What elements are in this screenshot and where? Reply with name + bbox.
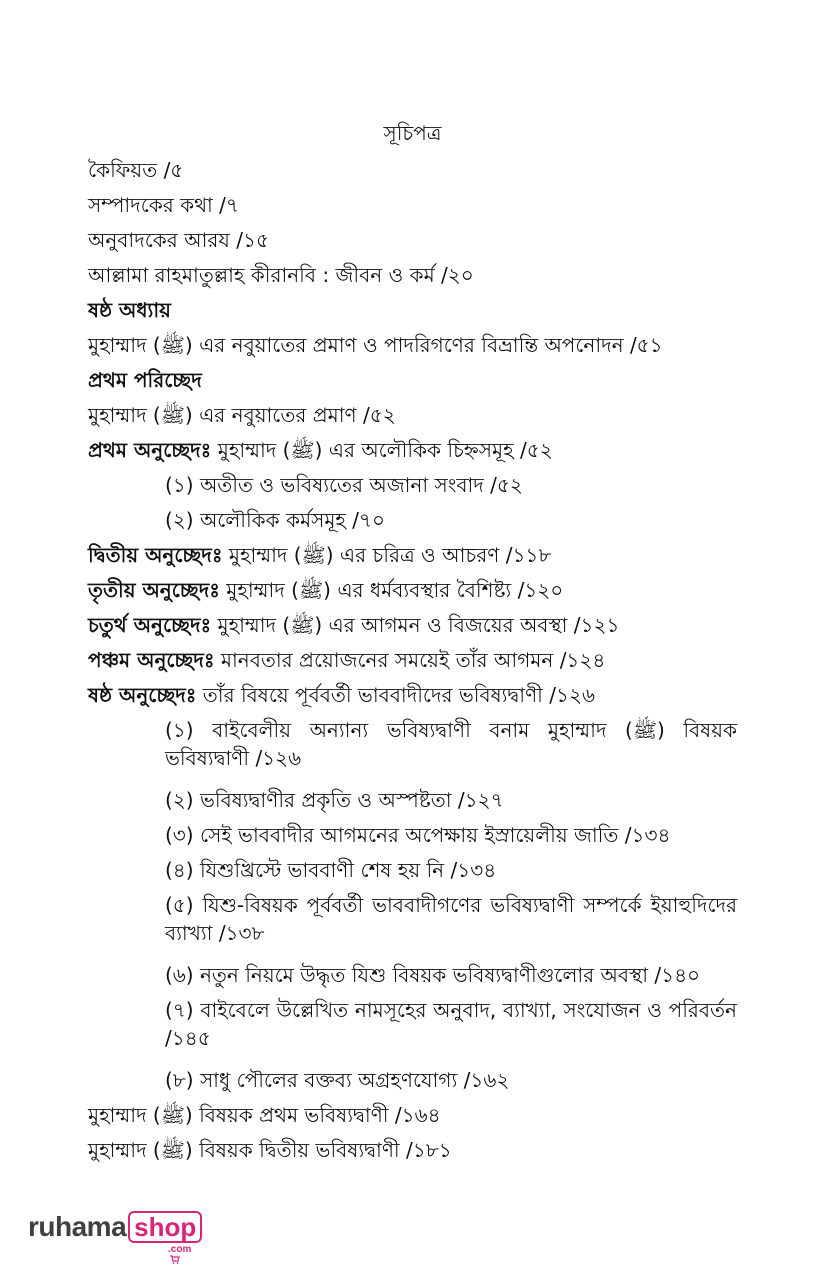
toc-entry — [88, 681, 740, 709]
toc-entry-lead: প্রথম অনুচ্ছেদঃ — [88, 438, 212, 462]
toc-entry-text: মানবতার প্রয়োজনের সময়েই তাঁর আগমন /১২৪ — [214, 648, 606, 672]
toc-subentry — [165, 471, 737, 499]
toc-entry-text: (৩) সেই ভাববাদীর আগমনের অপেক্ষায় ইস্রায়েলীয় জাতি /১৩৪ — [165, 823, 671, 847]
toc-subentry — [165, 506, 737, 534]
toc-subentry — [165, 821, 737, 849]
toc-entry-text: মুহাম্মাদ (ﷺ) এর অলৌকিক চিহ্নসমূহ /৫২ — [211, 438, 553, 462]
toc-entry-text: (৮) সাধু পৌলের বক্তব্য অগ্রহণযোগ্য /১৬২ — [165, 1068, 510, 1092]
toc-entry-text: (২) ভবিষ্যদ্বাণীর প্রকৃতি ও অস্পষ্টতা /১২৭ — [165, 788, 504, 812]
toc-subentry — [165, 891, 737, 947]
logo-text-shop: shop — [128, 1211, 202, 1243]
toc-entry-text: মুহাম্মাদ (ﷺ) এর চরিত্র ও আচরণ /১১৮ — [222, 543, 552, 567]
toc-entry — [88, 226, 740, 254]
toc-entry-text: (৭) বাইবেলে উল্লেখিত নামসূহের অনুবাদ, ব্যাখ্যা, সংযোজন ও পরিবর্তন /১৪৫ — [165, 998, 737, 1050]
toc-entry — [88, 331, 740, 359]
watermark-logo — [28, 1210, 202, 1255]
toc-entry-text: মুহাম্মাদ (ﷺ) বিষয়ক প্রথম ভবিষ্যদ্বাণী /১৬৪ — [88, 1103, 441, 1127]
toc-subentry — [165, 961, 737, 989]
toc-entry-lead: দ্বিতীয় অনুচ্ছেদঃ — [88, 543, 223, 567]
toc-entry-text: (২) অলৌকিক কর্মসমূহ /৭০ — [165, 508, 386, 532]
toc-entry — [88, 191, 740, 219]
toc-entry — [88, 1136, 740, 1164]
logo-text-domain — [168, 1244, 202, 1267]
logo-domain-text: .com — [168, 1244, 192, 1255]
toc-entry-text: মুহাম্মাদ (ﷺ) এর নবুয়াতের প্রমাণ /৫২ — [88, 403, 396, 427]
toc-entry-lead: তৃতীয় অনুচ্ছেদঃ — [88, 578, 220, 602]
page-title: সূচিপত্র — [383, 121, 442, 145]
chapter-heading — [88, 296, 740, 324]
toc-entry-text: (১) বাইবেলীয় অন্যান্য ভবিষ্যদ্বাণী বনাম মুহাম্মাদ (ﷺ) বিষয়ক ভবিষ্যদ্বাণী /১২৬ — [165, 718, 737, 770]
cart-icon — [170, 1255, 180, 1267]
toc-entry — [88, 541, 740, 569]
toc-entry-text: (৪) যিশুখ্রিস্টে ভাববাণী শেষ হয় নি /১৩৪ — [165, 858, 497, 882]
logo-text-ruhama: ruhama — [28, 1211, 127, 1242]
chapter-heading-text: ষষ্ঠ অধ্যায় — [88, 298, 171, 322]
toc-entry — [88, 576, 740, 604]
toc-entry-lead: ষষ্ঠ অনুচ্ছেদঃ — [88, 683, 197, 707]
toc-entry-text: সম্পাদকের কথা /৭ — [88, 193, 239, 217]
toc-entry — [88, 646, 740, 674]
toc-entry-text: কৈফিয়ত /৫ — [88, 158, 184, 182]
toc-entry-text: মুহাম্মাদ (ﷺ) এর আগমন ও বিজয়ের অবস্থা /১২১ — [211, 613, 620, 637]
toc-entry-text: অনুবাদকের আরয /১৫ — [88, 228, 269, 252]
toc-subentry — [165, 996, 737, 1052]
section-heading — [88, 366, 740, 394]
toc-entry-text: তাঁর বিষয়ে পূর্ববর্তী ভাববাদীদের ভবিষ্যদ্বাণী /১২৬ — [196, 683, 595, 707]
toc-entry-lead: পঞ্চম অনুচ্ছেদঃ — [88, 648, 215, 672]
toc-entry — [88, 156, 740, 184]
toc-entry — [88, 1101, 740, 1129]
toc-entry-text: (৬) নতুন নিয়মে উদ্ধৃত যিশু বিষয়ক ভবিষ্যদ্বাণীগুলোর অবস্থা /১৪০ — [165, 963, 701, 987]
toc-entry — [88, 611, 740, 639]
toc-subentry — [165, 1066, 737, 1094]
toc-entry-text: (৫) যিশু-বিষয়ক পূর্ববর্তী ভাববাদীগণের ভবিষ্যদ্বাণী সম্পর্কে ইয়াহুদিদের ব্যাখ্যা /১৩৮ — [165, 893, 737, 945]
toc-entry-lead: চতুর্থ অনুচ্ছেদঃ — [88, 613, 212, 637]
toc-entry-text: মুহাম্মাদ (ﷺ) এর নবুয়াতের প্রমাণ ও পাদরিগণের বিভ্রান্তি অপনোদন /৫১ — [88, 333, 663, 357]
toc-entry-text: মুহাম্মাদ (ﷺ) বিষয়ক দ্বিতীয় ভবিষ্যদ্বাণী /১৮১ — [88, 1138, 452, 1162]
section-heading-text: প্রথম পরিচ্ছেদ — [88, 368, 202, 392]
toc-entry — [88, 436, 740, 464]
toc-subentry — [165, 856, 737, 884]
toc-entry-text: (১) অতীত ও ভবিষ্যতের অজানা সংবাদ /৫২ — [165, 473, 523, 497]
toc-entry — [88, 261, 740, 289]
toc-subentry — [165, 786, 737, 814]
toc-entry-text: মুহাম্মাদ (ﷺ) এর ধর্মব্যবস্থার বৈশিষ্ট্য /১২০ — [219, 578, 564, 602]
toc-entry — [88, 401, 740, 429]
toc-entry-text: আল্লামা রাহমাতুল্লাহ কীরানবি : জীবন ও কর্ম /২০ — [88, 263, 474, 287]
toc-subentry — [165, 716, 737, 772]
